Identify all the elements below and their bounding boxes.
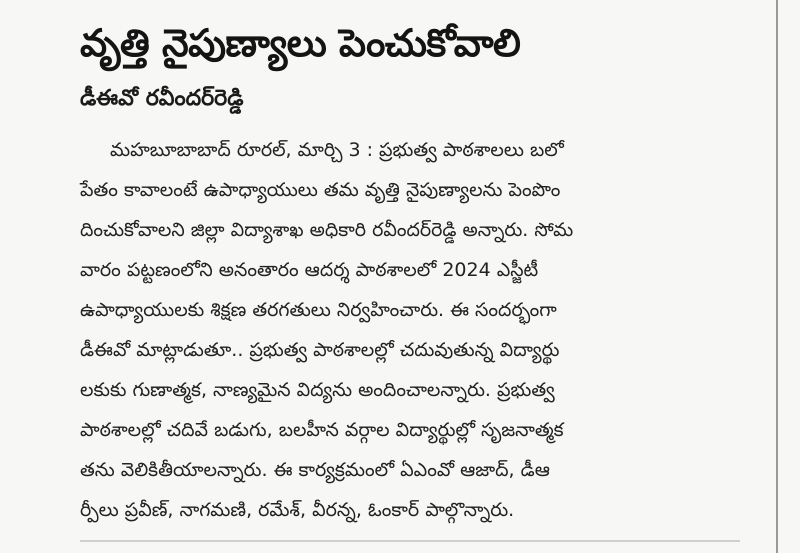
article-headline: వృత్తి నైపుణ్యాలు పెంచుకోవాలి [80,21,521,65]
body-line: పేతం కావాలంటే ఉపాధ్యాయులు తమ వృత్తి నైపుణ్యాలను పెంపొం [80,179,561,201]
body-line: లకుకు గుణాత్మక, నాణ్యమైన విద్యను అందించాలన్నారు. ప్రభుత్వ [80,379,555,401]
body-line: పాఠశాలల్లో చదివే బడుగు, బలహీన వర్గాల విద్యార్థుల్లో సృజనాత్మక [80,419,564,441]
column-divider [776,0,778,553]
body-line: ర్పీలు ప్రవీణ్, నాగమణి, రమేశ్, వీరన్న, ఓంకార్ పాల్గొన్నారు. [80,499,515,521]
body-line: తను వెలికితీయాలన్నారు. ఈ కార్యక్రమంలో ఏఎంవో ఆజాద్, డీఆ [80,459,550,481]
body-line: వారం పట్టణంలోని అనంతారం ఆదర్శ పాఠశాలలో 2024 ఎస్జీటీ [80,259,539,281]
body-line: డీఈవో మాట్లాడుతూ.. ప్రభుత్వ పాఠశాలల్లో చదువుతున్న విద్యార్థు [80,339,560,361]
body-line: ఉపాధ్యాయులకు శిక్షణ తరగతులు నిర్వహించారు. ఈ సందర్భంగా [80,299,557,321]
article-subheadline: డీఈవో రవీందర్‌రెడ్డి [80,86,244,111]
bottom-divider [80,540,740,542]
body-line: మహబూబాబాద్ రూరల్, మార్చి 3 : ప్రభుత్వ పాఠశాలలు బలో [110,139,564,161]
body-line: దించుకోవాలని జిల్లా విద్యాశాఖ అధికారి రవీందర్‌రెడ్డి అన్నారు. సోమ [80,219,574,241]
article-body [80,130,760,530]
